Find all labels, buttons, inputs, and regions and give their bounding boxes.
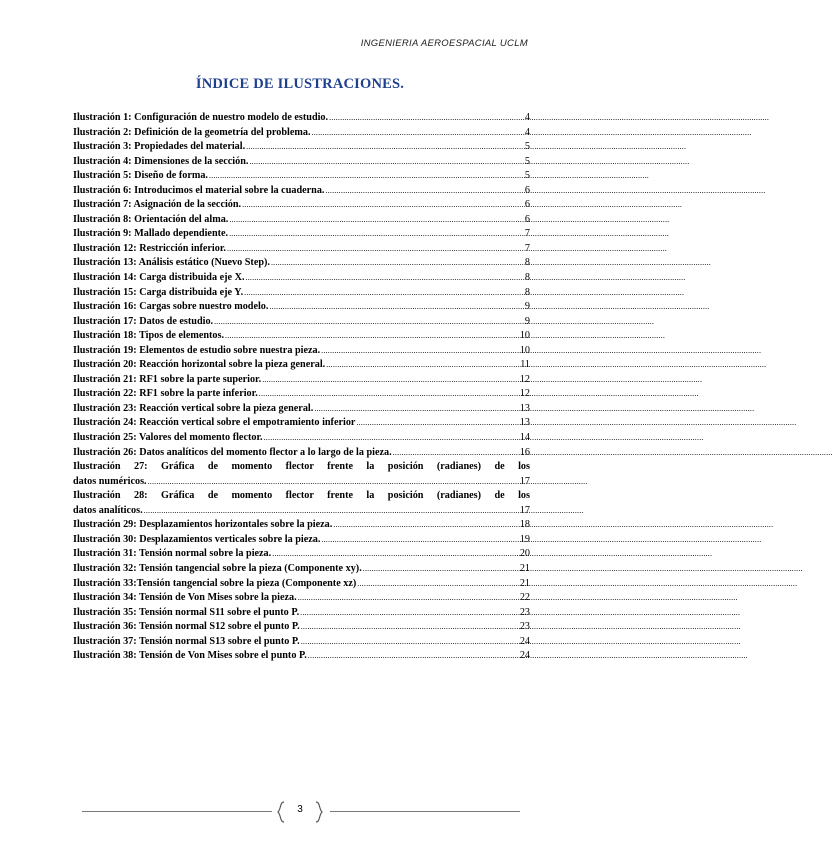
toc-leader-dots xyxy=(333,518,519,533)
toc-leader-dots xyxy=(393,446,519,461)
toc-entry[interactable] xyxy=(73,169,530,184)
toc-leader-dots xyxy=(269,300,523,315)
toc-entry-label: Ilustración 12: Restricción inferior. xyxy=(73,242,226,254)
toc-leader-dots xyxy=(229,213,524,228)
toc-page-number: 11 xyxy=(520,359,530,371)
toc-entry[interactable] xyxy=(73,446,530,461)
toc-leader-dots xyxy=(308,649,519,664)
toc-leader-dots xyxy=(300,606,519,621)
toc-entry[interactable] xyxy=(73,489,530,518)
toc-page-number: 7 xyxy=(524,242,530,254)
toc-leader-dots xyxy=(244,286,524,301)
toc-page-number: 13 xyxy=(519,402,530,414)
toc-leader-dots xyxy=(312,126,524,141)
toc-entry-label: Ilustración 35: Tensión normal S11 sobre el punto P. xyxy=(73,606,300,618)
toc-page-number: 6 xyxy=(524,184,530,196)
toc-entry-label: Ilustración 3: Propiedades del material. xyxy=(73,141,246,153)
toc-leader-dots xyxy=(301,620,519,635)
toc-entry[interactable] xyxy=(73,315,530,330)
toc-entry-label-continued: datos numéricos. xyxy=(73,475,147,487)
toc-page-number: 12 xyxy=(519,388,530,400)
toc-leader-dots xyxy=(148,475,519,490)
toc-entry-label: Ilustración 33:Tensión tangencial sobre la pieza (Componente xz) xyxy=(73,577,357,589)
toc-entry[interactable] xyxy=(73,344,530,359)
toc-entry-label: Ilustración 18: Tipos de elementos. xyxy=(73,330,225,342)
toc-page-number: 9 xyxy=(524,301,530,313)
toc-entry[interactable] xyxy=(73,547,530,562)
toc-page-number: 6 xyxy=(524,213,530,225)
toc-entry-label: Ilustración 8: Orientación del alma. xyxy=(73,213,229,225)
toc-page-number: 18 xyxy=(519,519,530,531)
toc-entry[interactable] xyxy=(73,635,530,650)
toc-entry[interactable] xyxy=(73,329,530,344)
toc-entry[interactable] xyxy=(73,198,530,213)
toc-leader-dots xyxy=(259,387,519,402)
toc-page-number: 24 xyxy=(519,650,530,662)
toc-entry[interactable] xyxy=(73,387,530,402)
toc-entry[interactable] xyxy=(73,126,530,141)
toc-entry-label: Ilustración 27: Gráfica de momento flector frente la posición (radianes) de los xyxy=(73,461,530,473)
toc-leader-dots xyxy=(246,271,524,286)
toc-entry[interactable] xyxy=(73,649,530,664)
toc-leader-dots xyxy=(298,591,519,606)
toc-page-number: 21 xyxy=(519,577,530,589)
toc-page-number: 10 xyxy=(519,330,530,342)
toc-entry-label: Ilustración 26: Datos analíticos del momento flector a lo largo de la pieza. xyxy=(73,446,392,458)
toc-page-number: 17 xyxy=(519,504,530,516)
toc-page-number: 6 xyxy=(524,199,530,211)
toc-leader-dots xyxy=(144,504,519,519)
toc-leader-dots xyxy=(363,562,519,577)
toc-entry-label: Ilustración 2: Definición de la geometría del problema. xyxy=(73,126,311,138)
toc-leader-dots xyxy=(242,198,524,213)
toc-entry-label: Ilustración 4: Dimensiones de la sección. xyxy=(73,155,249,167)
toc-leader-dots xyxy=(225,329,519,344)
toc-entry-label: Ilustración 15: Carga distribuida eje Y. xyxy=(73,286,244,298)
toc-page-number: 5 xyxy=(524,141,530,153)
toc-entry-label: Ilustración 22: RF1 sobre la parte inferior. xyxy=(73,388,258,400)
toc-leader-dots xyxy=(321,533,518,548)
toc-entry[interactable] xyxy=(73,271,530,286)
toc-page-number: 10 xyxy=(519,344,530,356)
toc-leader-dots xyxy=(229,227,524,242)
table-of-illustrations xyxy=(73,111,530,664)
toc-entry-label: Ilustración 13: Análisis estático (Nuevo Step). xyxy=(73,257,270,269)
toc-entry-label: Ilustración 28: Gráfica de momento flector frente la posición (radianes) de los xyxy=(73,490,530,502)
toc-entry[interactable] xyxy=(73,286,530,301)
page-number: 3 xyxy=(297,804,303,815)
toc-entry-label: Ilustración 31: Tensión normal sobre la pieza. xyxy=(73,548,272,560)
toc-entry-label: Ilustración 24: Reacción vertical sobre el empotramiento inferior xyxy=(73,417,356,429)
toc-entry-label: Ilustración 36: Tensión normal S12 sobre el punto P. xyxy=(73,621,300,633)
toc-entry-label: Ilustración 7: Asignación de la sección. xyxy=(73,199,242,211)
toc-leader-dots xyxy=(262,373,519,388)
toc-page-number: 14 xyxy=(519,432,530,444)
toc-entry-label: Ilustración 25: Valores del momento flector. xyxy=(73,432,263,444)
toc-page-number: 19 xyxy=(519,533,530,545)
toc-entry-label: Ilustración 21: RF1 sobre la parte superior. xyxy=(73,373,262,385)
toc-entry[interactable] xyxy=(73,431,530,446)
toc-page-number: 8 xyxy=(524,286,530,298)
toc-page-number: 20 xyxy=(519,548,530,560)
toc-page-number: 5 xyxy=(524,170,530,182)
toc-page-number: 9 xyxy=(524,315,530,327)
toc-entry[interactable] xyxy=(73,227,530,242)
toc-leader-dots xyxy=(301,635,519,650)
toc-entry-label: Ilustración 9: Mallado dependiente. xyxy=(73,228,229,240)
toc-entry-label: Ilustración 29: Desplazamientos horizontales sobre la pieza. xyxy=(73,519,333,531)
toc-leader-dots xyxy=(326,358,519,373)
toc-page-number: 12 xyxy=(519,373,530,385)
toc-leader-dots xyxy=(272,547,519,562)
toc-entry-label: Ilustración 6: Introducimos el material sobre la cuaderna. xyxy=(73,184,325,196)
toc-leader-dots xyxy=(214,315,524,330)
toc-entry-label: Ilustración 20: Reacción horizontal sobre la pieza general. xyxy=(73,359,326,371)
toc-entry[interactable] xyxy=(73,591,530,606)
toc-entry[interactable] xyxy=(73,606,530,621)
toc-page-number: 22 xyxy=(519,592,530,604)
toc-page-number: 17 xyxy=(519,475,530,487)
toc-leader-dots xyxy=(357,577,519,592)
toc-leader-dots xyxy=(325,184,523,199)
footer-rule-right xyxy=(330,811,520,812)
toc-leader-dots xyxy=(271,256,524,271)
toc-leader-dots xyxy=(314,402,519,417)
toc-entry-label: Ilustración 30: Desplazamientos verticales sobre la pieza. xyxy=(73,533,321,545)
index-title: ÍNDICE DE ILUSTRACIONES. xyxy=(195,76,405,92)
toc-page-number: 13 xyxy=(519,417,530,429)
toc-page-number: 7 xyxy=(524,228,530,240)
toc-entry[interactable] xyxy=(73,577,530,592)
footer-rule-left xyxy=(82,811,272,812)
toc-entry-label: Ilustración 14: Carga distribuida eje X. xyxy=(73,272,245,284)
toc-page-number: 23 xyxy=(519,606,530,618)
toc-entry[interactable] xyxy=(73,402,530,417)
toc-entry[interactable] xyxy=(73,373,530,388)
toc-entry-label: Ilustración 19: Elementos de estudio sobre nuestra pieza. xyxy=(73,344,321,356)
toc-entry[interactable] xyxy=(73,562,530,577)
toc-entry[interactable] xyxy=(73,155,530,170)
toc-entry-label: Ilustración 1: Configuración de nuestro modelo de estudio. xyxy=(73,112,329,123)
toc-page-number: 23 xyxy=(519,621,530,633)
toc-page-number: 5 xyxy=(524,155,530,167)
toc-leader-dots xyxy=(321,344,519,359)
toc-entry[interactable] xyxy=(73,111,530,126)
toc-entry-label: Ilustración 38: Tensión de Von Mises sobre el punto P. xyxy=(73,650,307,662)
toc-page-number: 24 xyxy=(519,635,530,647)
toc-page-number: 4 xyxy=(524,112,530,123)
toc-leader-dots xyxy=(227,242,524,257)
toc-entry[interactable] xyxy=(73,300,530,315)
toc-entry[interactable] xyxy=(73,256,530,271)
toc-page-number: 4 xyxy=(524,126,530,138)
toc-leader-dots xyxy=(264,431,519,446)
toc-leader-dots xyxy=(329,111,524,126)
toc-page-number: 8 xyxy=(524,272,530,284)
toc-entry[interactable] xyxy=(73,213,530,228)
running-header: INGENIERIA AEROESPACIAL UCLM xyxy=(360,38,528,49)
toc-entry[interactable] xyxy=(73,620,530,635)
toc-page-number: 8 xyxy=(524,257,530,269)
toc-entry[interactable] xyxy=(73,358,530,373)
toc-entry-label: Ilustración 37: Tensión normal S13 sobre el punto P. xyxy=(73,635,300,647)
toc-entry-label: Ilustración 16: Cargas sobre nuestro modelo. xyxy=(73,301,269,313)
toc-entry[interactable] xyxy=(73,140,530,155)
toc-entry[interactable] xyxy=(73,184,530,199)
toc-entry-label: Ilustración 32: Tensión tangencial sobre la pieza (Componente xy). xyxy=(73,562,362,574)
toc-entry[interactable] xyxy=(73,242,530,257)
toc-page-number: 16 xyxy=(519,446,530,458)
toc-entry[interactable] xyxy=(73,460,530,489)
toc-entry-label: Ilustración 5: Diseño de forma. xyxy=(73,170,208,182)
page-footer xyxy=(0,800,600,824)
toc-entry[interactable] xyxy=(73,416,530,431)
toc-entry[interactable] xyxy=(73,518,530,533)
toc-entry-label: Ilustración 34: Tensión de Von Mises sobre la pieza. xyxy=(73,592,297,604)
toc-leader-dots xyxy=(246,140,524,155)
toc-entry-label-continued: datos analíticos. xyxy=(73,504,143,516)
toc-page-number: 21 xyxy=(519,562,530,574)
toc-entry[interactable] xyxy=(73,533,530,548)
toc-leader-dots xyxy=(249,155,523,170)
toc-entry-label: Ilustración 17: Datos de estudio. xyxy=(73,315,214,327)
toc-leader-dots xyxy=(209,169,524,184)
toc-leader-dots xyxy=(356,416,518,431)
toc-entry-label: Ilustración 23: Reacción vertical sobre la pieza general. xyxy=(73,402,314,414)
